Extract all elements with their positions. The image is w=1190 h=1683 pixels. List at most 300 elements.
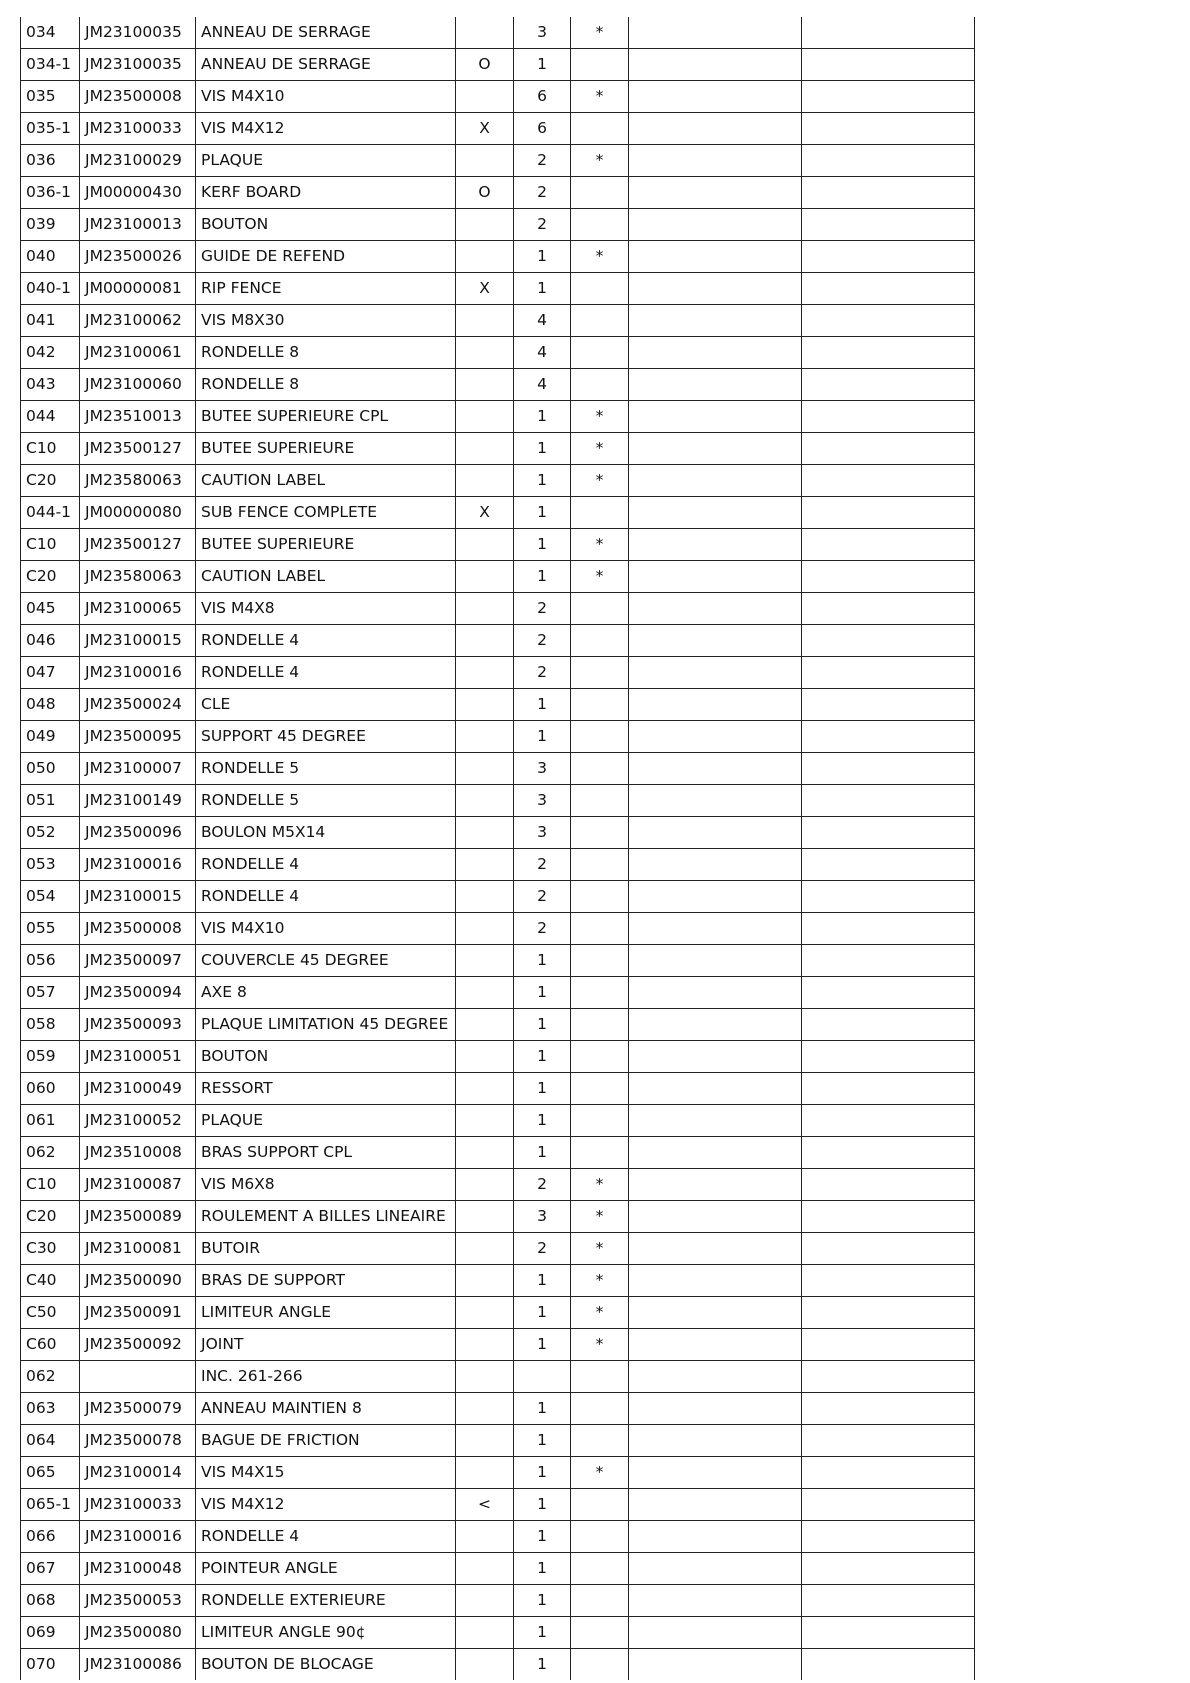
quantity-cell: 2: [514, 209, 571, 241]
description-cell: VIS M4X15: [196, 1457, 456, 1489]
ref-number-cell: 057: [21, 977, 80, 1009]
quantity-cell: 6: [514, 81, 571, 113]
blank-cell: [629, 977, 802, 1009]
quantity-cell: 2: [514, 1233, 571, 1265]
table-row: [21, 1489, 975, 1521]
star-cell: *: [571, 1297, 629, 1329]
star-cell: [571, 689, 629, 721]
table-row: [21, 273, 975, 305]
quantity-cell: 1: [514, 1585, 571, 1617]
star-cell: [571, 209, 629, 241]
ref-number-cell: C20: [21, 1201, 80, 1233]
mark-cell: [456, 81, 514, 113]
blank-cell: [802, 81, 975, 113]
description-cell: RIP FENCE: [196, 273, 456, 305]
blank-cell: [629, 785, 802, 817]
star-cell: [571, 273, 629, 305]
ref-number-cell: C50: [21, 1297, 80, 1329]
quantity-cell: 2: [514, 177, 571, 209]
part-number-cell: JM23100029: [80, 145, 196, 177]
mark-cell: [456, 465, 514, 497]
star-cell: [571, 593, 629, 625]
blank-cell: [802, 1265, 975, 1297]
blank-cell: [802, 1457, 975, 1489]
ref-number-cell: 053: [21, 849, 80, 881]
blank-cell: [629, 753, 802, 785]
part-number-cell: JM23500080: [80, 1617, 196, 1649]
table-row: [21, 1265, 975, 1297]
parts-list-page: [20, 17, 975, 1680]
ref-number-cell: 046: [21, 625, 80, 657]
blank-cell: [629, 1105, 802, 1137]
star-cell: [571, 913, 629, 945]
blank-cell: [629, 273, 802, 305]
blank-cell: [629, 1137, 802, 1169]
ref-number-cell: 041: [21, 305, 80, 337]
blank-cell: [802, 49, 975, 81]
ref-number-cell: 061: [21, 1105, 80, 1137]
table-row: [21, 817, 975, 849]
part-number-cell: JM23100061: [80, 337, 196, 369]
mark-cell: [456, 1617, 514, 1649]
description-cell: SUPPORT 45 DEGREE: [196, 721, 456, 753]
ref-number-cell: 066: [21, 1521, 80, 1553]
quantity-cell: 1: [514, 1265, 571, 1297]
ref-number-cell: 065-1: [21, 1489, 80, 1521]
table-row: [21, 177, 975, 209]
star-cell: [571, 753, 629, 785]
description-cell: BAGUE DE FRICTION: [196, 1425, 456, 1457]
description-cell: GUIDE DE REFEND: [196, 241, 456, 273]
star-cell: [571, 1617, 629, 1649]
quantity-cell: 1: [514, 1425, 571, 1457]
part-number-cell: JM23580063: [80, 465, 196, 497]
description-cell: PLAQUE LIMITATION 45 DEGREE: [196, 1009, 456, 1041]
description-cell: RONDELLE 4: [196, 625, 456, 657]
table-row: [21, 1297, 975, 1329]
table-row: [21, 785, 975, 817]
description-cell: VIS M4X8: [196, 593, 456, 625]
star-cell: [571, 369, 629, 401]
table-row: [21, 1649, 975, 1681]
star-cell: [571, 721, 629, 753]
description-cell: RONDELLE 8: [196, 337, 456, 369]
quantity-cell: 1: [514, 1073, 571, 1105]
ref-number-cell: 068: [21, 1585, 80, 1617]
table-row: [21, 1585, 975, 1617]
star-cell: [571, 49, 629, 81]
star-cell: *: [571, 1329, 629, 1361]
part-number-cell: JM23100007: [80, 753, 196, 785]
blank-cell: [629, 1041, 802, 1073]
star-cell: [571, 337, 629, 369]
part-number-cell: JM23500127: [80, 529, 196, 561]
blank-cell: [802, 625, 975, 657]
star-cell: *: [571, 145, 629, 177]
star-cell: [571, 817, 629, 849]
mark-cell: [456, 785, 514, 817]
quantity-cell: 1: [514, 561, 571, 593]
description-cell: ANNEAU MAINTIEN 8: [196, 1393, 456, 1425]
mark-cell: [456, 689, 514, 721]
mark-cell: [456, 1233, 514, 1265]
table-row: [21, 529, 975, 561]
blank-cell: [802, 977, 975, 1009]
part-number-cell: JM23100016: [80, 657, 196, 689]
part-number-cell: JM23500008: [80, 81, 196, 113]
blank-cell: [802, 1425, 975, 1457]
blank-cell: [802, 1329, 975, 1361]
blank-cell: [629, 1553, 802, 1585]
star-cell: [571, 945, 629, 977]
blank-cell: [802, 1393, 975, 1425]
blank-cell: [802, 1297, 975, 1329]
quantity-cell: 1: [514, 49, 571, 81]
star-cell: *: [571, 465, 629, 497]
description-cell: RONDELLE 4: [196, 849, 456, 881]
ref-number-cell: 059: [21, 1041, 80, 1073]
blank-cell: [802, 881, 975, 913]
mark-cell: [456, 433, 514, 465]
table-row: [21, 113, 975, 145]
blank-cell: [802, 401, 975, 433]
blank-cell: [802, 1009, 975, 1041]
ref-number-cell: 043: [21, 369, 80, 401]
description-cell: BUTOIR: [196, 1233, 456, 1265]
table-row: [21, 913, 975, 945]
blank-cell: [802, 497, 975, 529]
table-row: [21, 1041, 975, 1073]
part-number-cell: JM00000081: [80, 273, 196, 305]
mark-cell: [456, 625, 514, 657]
blank-cell: [802, 1617, 975, 1649]
part-number-cell: JM00000080: [80, 497, 196, 529]
quantity-cell: 4: [514, 337, 571, 369]
quantity-cell: 3: [514, 817, 571, 849]
ref-number-cell: 034: [21, 17, 80, 49]
description-cell: BUTEE SUPERIEURE: [196, 529, 456, 561]
description-cell: VIS M6X8: [196, 1169, 456, 1201]
description-cell: RONDELLE 5: [196, 753, 456, 785]
table-row: [21, 49, 975, 81]
blank-cell: [802, 1361, 975, 1393]
table-row: [21, 1009, 975, 1041]
ref-number-cell: 042: [21, 337, 80, 369]
blank-cell: [802, 753, 975, 785]
blank-cell: [802, 17, 975, 49]
mark-cell: O: [456, 177, 514, 209]
table-row: [21, 1361, 975, 1393]
blank-cell: [629, 1457, 802, 1489]
description-cell: POINTEUR ANGLE: [196, 1553, 456, 1585]
parts-table: [20, 17, 975, 1680]
star-cell: *: [571, 17, 629, 49]
blank-cell: [802, 145, 975, 177]
table-row: [21, 1425, 975, 1457]
table-row: [21, 593, 975, 625]
blank-cell: [629, 1009, 802, 1041]
blank-cell: [629, 529, 802, 561]
blank-cell: [802, 657, 975, 689]
blank-cell: [629, 177, 802, 209]
part-number-cell: JM23500092: [80, 1329, 196, 1361]
mark-cell: [456, 337, 514, 369]
ref-number-cell: 069: [21, 1617, 80, 1649]
blank-cell: [802, 273, 975, 305]
description-cell: VIS M4X10: [196, 81, 456, 113]
blank-cell: [629, 1425, 802, 1457]
ref-number-cell: 036: [21, 145, 80, 177]
quantity-cell: 2: [514, 913, 571, 945]
ref-number-cell: 040-1: [21, 273, 80, 305]
mark-cell: <: [456, 1489, 514, 1521]
star-cell: [571, 657, 629, 689]
quantity-cell: [514, 1361, 571, 1393]
description-cell: BOULON M5X14: [196, 817, 456, 849]
ref-number-cell: 044: [21, 401, 80, 433]
star-cell: [571, 1585, 629, 1617]
quantity-cell: 2: [514, 657, 571, 689]
blank-cell: [629, 209, 802, 241]
quantity-cell: 1: [514, 1489, 571, 1521]
quantity-cell: 2: [514, 849, 571, 881]
ref-number-cell: 051: [21, 785, 80, 817]
quantity-cell: 1: [514, 401, 571, 433]
blank-cell: [802, 241, 975, 273]
ref-number-cell: 056: [21, 945, 80, 977]
blank-cell: [802, 913, 975, 945]
mark-cell: [456, 145, 514, 177]
quantity-cell: 1: [514, 1457, 571, 1489]
table-row: [21, 1105, 975, 1137]
description-cell: ANNEAU DE SERRAGE: [196, 49, 456, 81]
blank-cell: [629, 241, 802, 273]
part-number-cell: JM23500008: [80, 913, 196, 945]
part-number-cell: JM23500079: [80, 1393, 196, 1425]
ref-number-cell: 039: [21, 209, 80, 241]
ref-number-cell: 058: [21, 1009, 80, 1041]
blank-cell: [629, 913, 802, 945]
mark-cell: [456, 1073, 514, 1105]
ref-number-cell: 060: [21, 1073, 80, 1105]
table-row: [21, 1233, 975, 1265]
table-row: [21, 977, 975, 1009]
blank-cell: [802, 1233, 975, 1265]
quantity-cell: 1: [514, 1009, 571, 1041]
part-number-cell: JM23500089: [80, 1201, 196, 1233]
ref-number-cell: C10: [21, 1169, 80, 1201]
quantity-cell: 1: [514, 497, 571, 529]
star-cell: [571, 1041, 629, 1073]
blank-cell: [802, 1553, 975, 1585]
ref-number-cell: 047: [21, 657, 80, 689]
quantity-cell: 1: [514, 1137, 571, 1169]
star-cell: *: [571, 1169, 629, 1201]
description-cell: SUB FENCE COMPLETE: [196, 497, 456, 529]
part-number-cell: JM23100016: [80, 849, 196, 881]
mark-cell: [456, 881, 514, 913]
star-cell: *: [571, 1457, 629, 1489]
quantity-cell: 2: [514, 881, 571, 913]
description-cell: RONDELLE 8: [196, 369, 456, 401]
blank-cell: [629, 1169, 802, 1201]
description-cell: RESSORT: [196, 1073, 456, 1105]
mark-cell: [456, 1553, 514, 1585]
description-cell: VIS M4X10: [196, 913, 456, 945]
quantity-cell: 1: [514, 529, 571, 561]
star-cell: [571, 881, 629, 913]
table-row: [21, 1457, 975, 1489]
blank-cell: [802, 529, 975, 561]
table-row: [21, 17, 975, 49]
description-cell: RONDELLE 4: [196, 1521, 456, 1553]
blank-cell: [629, 1361, 802, 1393]
blank-cell: [802, 689, 975, 721]
table-row: [21, 145, 975, 177]
ref-number-cell: C20: [21, 465, 80, 497]
part-number-cell: JM23500097: [80, 945, 196, 977]
quantity-cell: 2: [514, 145, 571, 177]
blank-cell: [629, 721, 802, 753]
part-number-cell: JM23100086: [80, 1649, 196, 1681]
part-number-cell: JM23500094: [80, 977, 196, 1009]
part-number-cell: JM23100016: [80, 1521, 196, 1553]
ref-number-cell: 035: [21, 81, 80, 113]
description-cell: BRAS DE SUPPORT: [196, 1265, 456, 1297]
table-row: [21, 1393, 975, 1425]
ref-number-cell: 062: [21, 1137, 80, 1169]
quantity-cell: 1: [514, 1105, 571, 1137]
table-row: [21, 753, 975, 785]
part-number-cell: JM23100014: [80, 1457, 196, 1489]
ref-number-cell: 034-1: [21, 49, 80, 81]
table-row: [21, 689, 975, 721]
description-cell: BRAS SUPPORT CPL: [196, 1137, 456, 1169]
part-number-cell: JM00000430: [80, 177, 196, 209]
table-row: [21, 1201, 975, 1233]
table-row: [21, 241, 975, 273]
description-cell: RONDELLE 5: [196, 785, 456, 817]
blank-cell: [802, 337, 975, 369]
table-row: [21, 561, 975, 593]
ref-number-cell: 035-1: [21, 113, 80, 145]
blank-cell: [629, 1585, 802, 1617]
quantity-cell: 1: [514, 1553, 571, 1585]
part-number-cell: JM23500091: [80, 1297, 196, 1329]
quantity-cell: 3: [514, 753, 571, 785]
part-number-cell: JM23500093: [80, 1009, 196, 1041]
star-cell: [571, 113, 629, 145]
mark-cell: [456, 593, 514, 625]
blank-cell: [629, 1265, 802, 1297]
table-row: [21, 401, 975, 433]
description-cell: CAUTION LABEL: [196, 465, 456, 497]
blank-cell: [629, 817, 802, 849]
star-cell: [571, 1361, 629, 1393]
star-cell: [571, 497, 629, 529]
quantity-cell: 1: [514, 273, 571, 305]
ref-number-cell: C40: [21, 1265, 80, 1297]
star-cell: [571, 977, 629, 1009]
table-row: [21, 657, 975, 689]
quantity-cell: 1: [514, 945, 571, 977]
mark-cell: [456, 529, 514, 561]
description-cell: CLE: [196, 689, 456, 721]
part-number-cell: JM23500127: [80, 433, 196, 465]
ref-number-cell: C10: [21, 433, 80, 465]
ref-number-cell: 045: [21, 593, 80, 625]
part-number-cell: JM23100049: [80, 1073, 196, 1105]
description-cell: KERF BOARD: [196, 177, 456, 209]
description-cell: ANNEAU DE SERRAGE: [196, 17, 456, 49]
mark-cell: [456, 241, 514, 273]
description-cell: RONDELLE 4: [196, 881, 456, 913]
part-number-cell: JM23100060: [80, 369, 196, 401]
table-row: [21, 1553, 975, 1585]
blank-cell: [629, 1489, 802, 1521]
star-cell: [571, 305, 629, 337]
part-number-cell: JM23100051: [80, 1041, 196, 1073]
blank-cell: [802, 1649, 975, 1681]
blank-cell: [802, 849, 975, 881]
mark-cell: [456, 977, 514, 1009]
star-cell: [571, 1137, 629, 1169]
table-row: [21, 1617, 975, 1649]
description-cell: BUTEE SUPERIEURE: [196, 433, 456, 465]
quantity-cell: 1: [514, 977, 571, 1009]
ref-number-cell: 048: [21, 689, 80, 721]
description-cell: VIS M8X30: [196, 305, 456, 337]
description-cell: BOUTON: [196, 209, 456, 241]
mark-cell: [456, 305, 514, 337]
blank-cell: [629, 1393, 802, 1425]
star-cell: *: [571, 81, 629, 113]
blank-cell: [802, 1041, 975, 1073]
mark-cell: [456, 1201, 514, 1233]
blank-cell: [802, 113, 975, 145]
part-number-cell: JM23100062: [80, 305, 196, 337]
blank-cell: [629, 401, 802, 433]
star-cell: *: [571, 401, 629, 433]
mark-cell: [456, 1521, 514, 1553]
part-number-cell: JM23500096: [80, 817, 196, 849]
part-number-cell: JM23100013: [80, 209, 196, 241]
mark-cell: [456, 817, 514, 849]
mark-cell: [456, 1457, 514, 1489]
table-row: [21, 337, 975, 369]
ref-number-cell: 067: [21, 1553, 80, 1585]
table-row: [21, 369, 975, 401]
quantity-cell: 2: [514, 1169, 571, 1201]
blank-cell: [802, 1073, 975, 1105]
star-cell: [571, 1393, 629, 1425]
blank-cell: [802, 1105, 975, 1137]
mark-cell: [456, 657, 514, 689]
description-cell: RONDELLE EXTERIEURE: [196, 1585, 456, 1617]
quantity-cell: 3: [514, 1201, 571, 1233]
part-number-cell: JM23100052: [80, 1105, 196, 1137]
part-number-cell: JM23500024: [80, 689, 196, 721]
blank-cell: [802, 721, 975, 753]
quantity-cell: 2: [514, 625, 571, 657]
description-cell: PLAQUE: [196, 145, 456, 177]
star-cell: [571, 625, 629, 657]
ref-number-cell: 062: [21, 1361, 80, 1393]
quantity-cell: 4: [514, 369, 571, 401]
star-cell: [571, 1425, 629, 1457]
blank-cell: [629, 593, 802, 625]
description-cell: PLAQUE: [196, 1105, 456, 1137]
